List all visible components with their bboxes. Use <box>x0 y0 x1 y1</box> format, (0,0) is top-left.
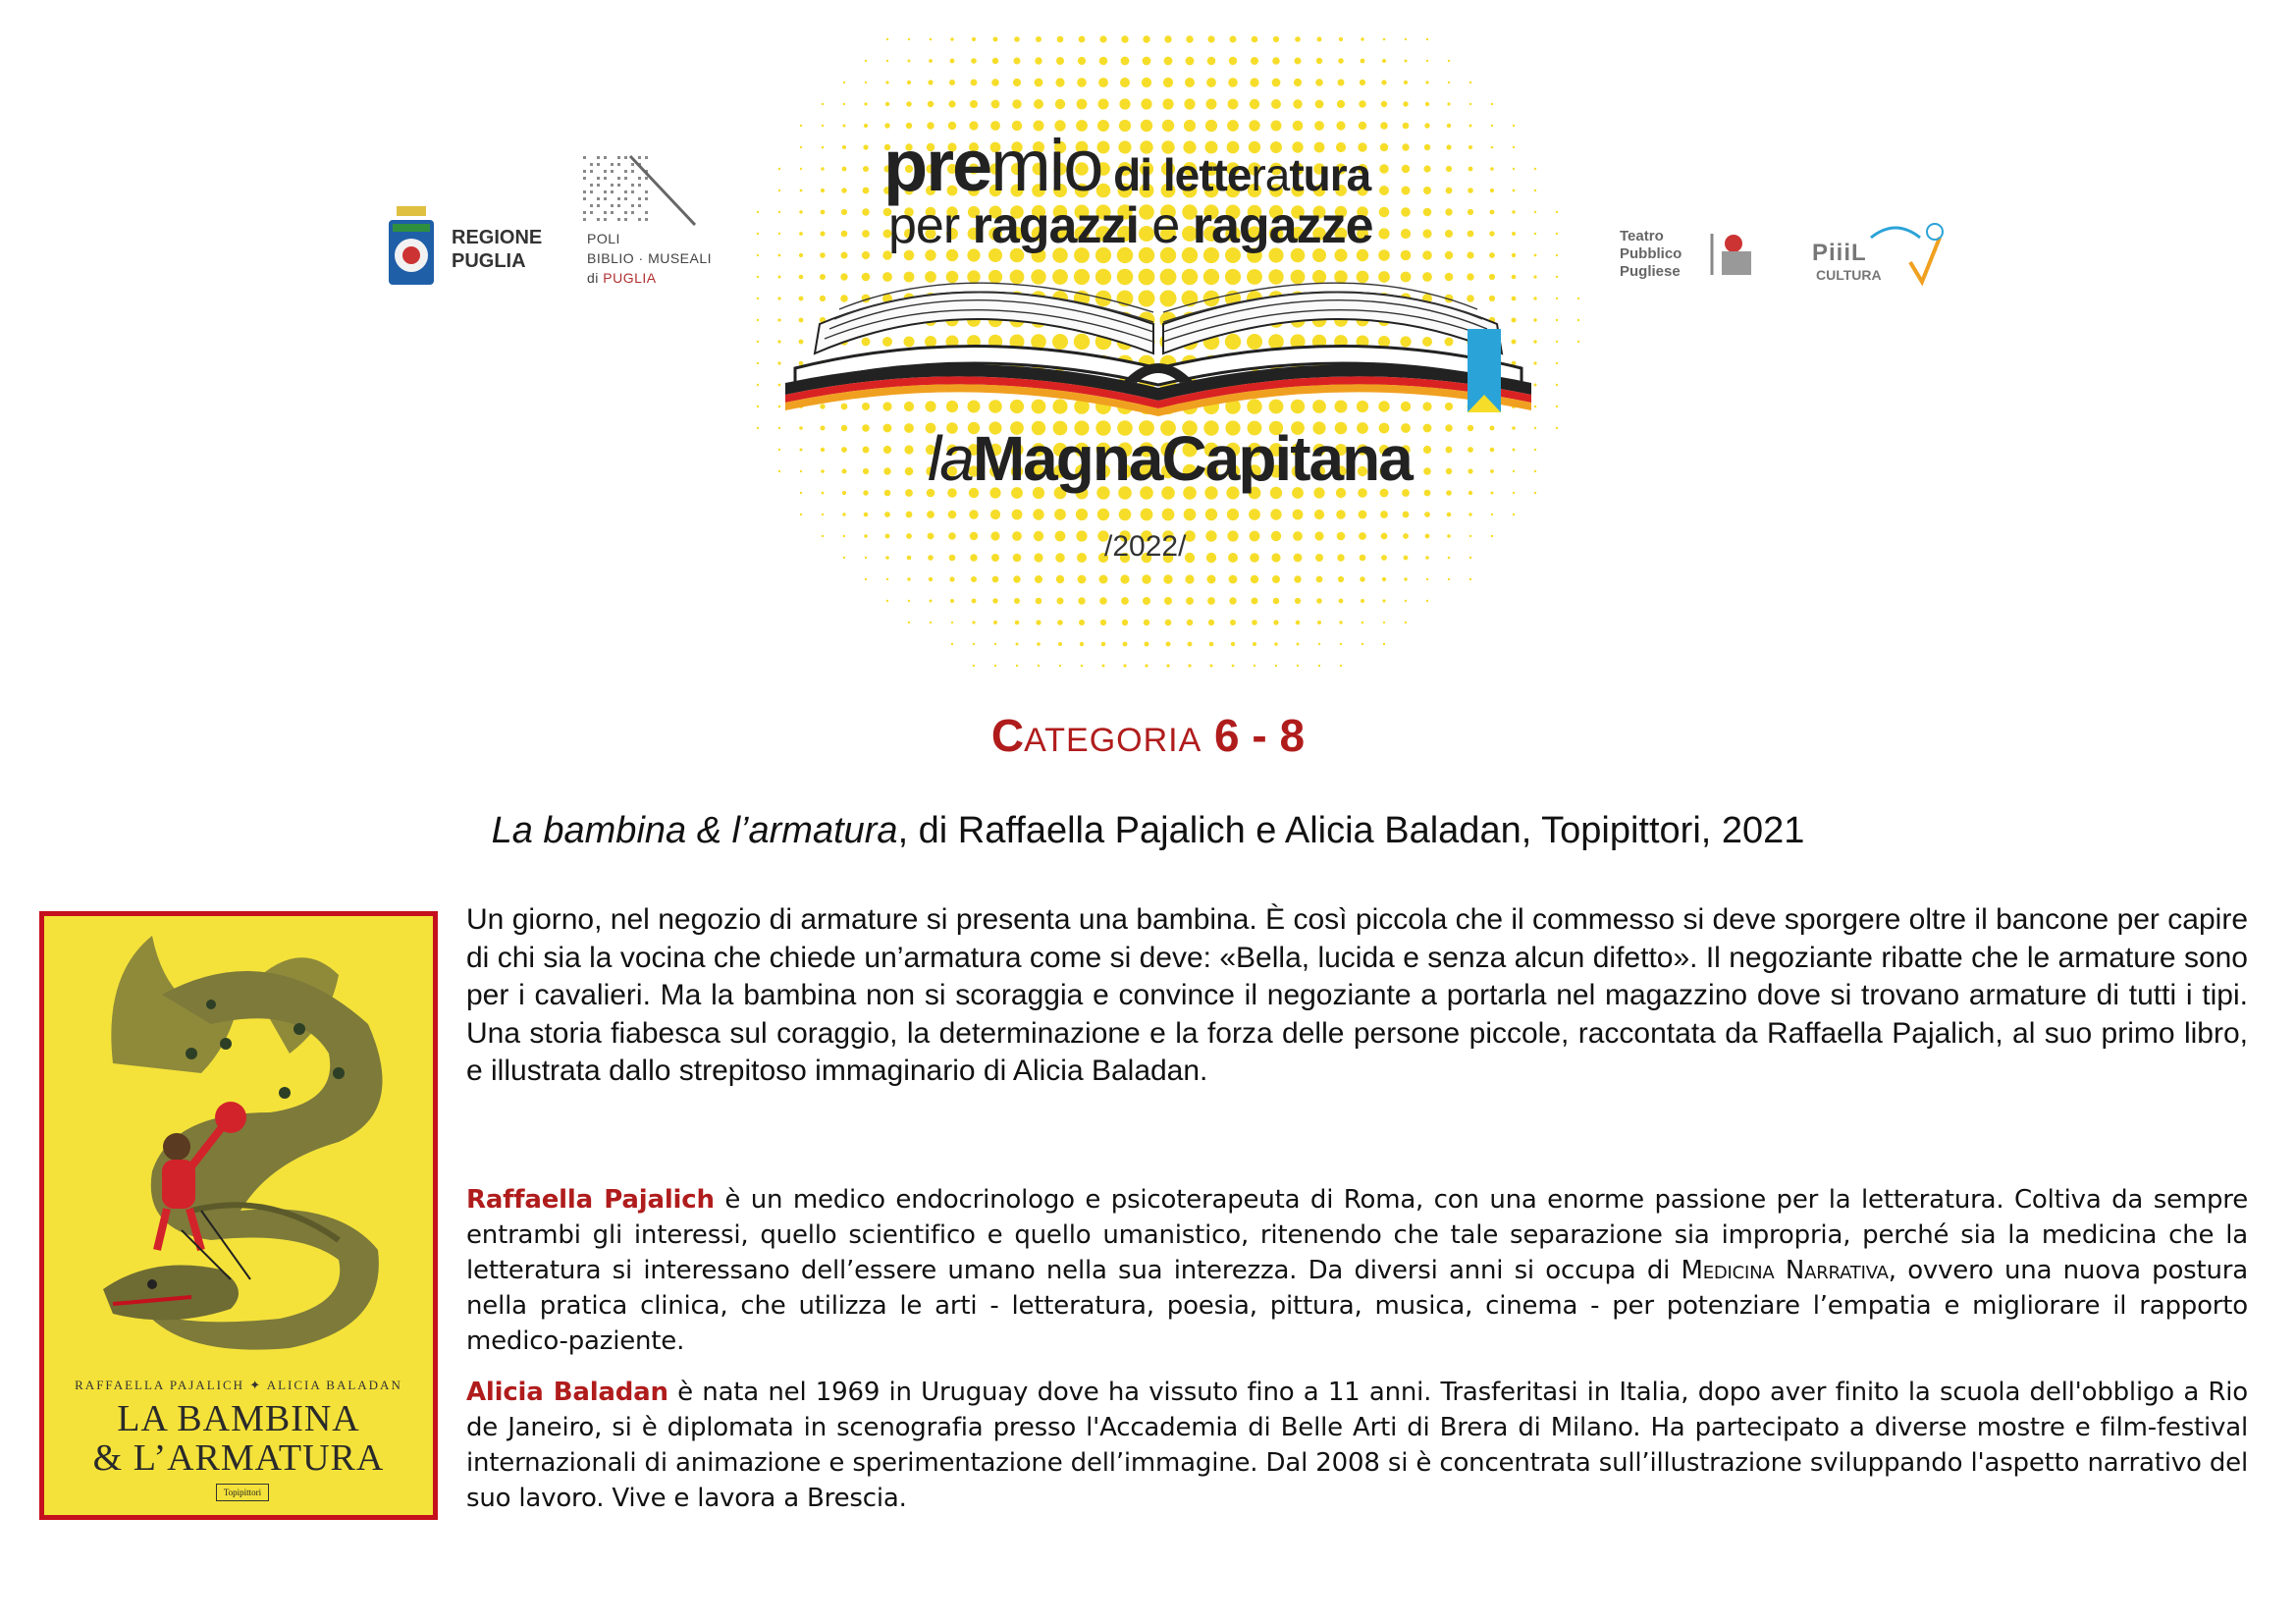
teatro-line1: Teatro <box>1620 228 1664 244</box>
badge-title-line2 <box>888 196 1373 255</box>
cover-title-line2: & L’ARMATURA <box>92 1437 385 1479</box>
badge-word-ra: ra <box>1251 149 1290 200</box>
bio-pajalich-text-1: è un medico endocrinologo e psicoterapeuta di Roma, con una enorme passione per la letteratura. Coltiva da sempre entrambi gli interessi, quello scientifico e quello umanistico, ritenendo che tale separazione sia impropria, perché sia la medicina che la letteratura si interessano dell’essere umano nella sua interezza. Da diversi anni si occupa di <box>466 1185 2249 1285</box>
badge-brand-name: MagnaCapitana <box>972 423 1412 494</box>
badge-brand-la: la <box>928 423 973 494</box>
poli-line1: POLI <box>587 231 620 246</box>
author-name-pajalich: Raffaella Pajalich <box>466 1185 715 1215</box>
book-cover <box>39 911 438 1520</box>
badge-word-pre: pre <box>883 125 991 206</box>
book-synopsis: Un giorno, nel negozio di armature si presenta una bambina. È così piccola che il commesso si deve sporgere oltre il bancone per capire di chi sia la vocina che chiede un’armatura come si deve: «Bella, lucida e senza alcun difetto». Il negoziante ribatte che le armature sono per i cavalieri. Ma la bambina non si scoraggia e convince il negoziante a portarla nel magazzino dove si trovano armature di tutti i tipi. Una storia fiabesca sul coraggio, la determinazione e la forza delle persone piccole, raccontata da Raffaella Pajalich, al suo primo libro, e illustrata dallo strepitoso immaginario di Alicia Baladan. <box>466 903 2248 1087</box>
book-title: La bambina & l’armatura <box>491 810 898 851</box>
cover-publisher: Topipittori <box>216 1484 269 1501</box>
teatro-text <box>1620 228 1682 281</box>
teatro-pubblico-pugliese-logo <box>1620 228 1767 287</box>
open-book-icon <box>785 283 1531 416</box>
regione-line1: REGIONE <box>452 227 543 248</box>
author-bio-baladan <box>466 1375 2248 1516</box>
bio-pajalich-text-2: , ovvero una nuova postura nella pratica clinica, che utilizza le arti - letteratura, poesia, pittura, musica, cinema - per potenziare l’empatia e migliorare il rapporto medico-paziente. <box>466 1256 2248 1356</box>
book-credits: , di Raffaella Pajalich e Alicia Baladan, Topipittori, 2021 <box>897 810 1805 851</box>
dragon-illustration <box>44 916 433 1368</box>
badge-word-ragazzi: ragazzi <box>972 197 1139 254</box>
regione-puglia-logo <box>385 206 561 295</box>
piiil-cultura-logo <box>1812 218 1949 297</box>
badge-title-line1 <box>883 124 1370 207</box>
author-bio-pajalich <box>466 1182 2248 1359</box>
badge-word-mio: mio <box>990 125 1102 206</box>
regione-puglia-shield-icon <box>385 206 438 289</box>
teatro-mask-icon <box>1708 230 1757 279</box>
category-first-letter: C <box>990 710 1025 761</box>
bio-baladan-text: è nata nel 1969 in Uruguay dove ha vissuto fino a 11 anni. Trasferitasi in Italia, dopo aver finito la scuola dell'obbligo a Rio de Janeiro, si è diplomata in scenografia presso l'Accademia di Belle Arti di Brera di Milano. Ha partecipato a diverse mostre e film-festival internazionali di animazione e sperimentazione dell’immagine. Dal 2008 si è concentrata sull’illustrazione sviluppando l'aspetto narrativo del suo lavoro. Vive e lavora a Brescia. <box>466 1378 2248 1513</box>
piiil-line2: CULTURA <box>1816 267 1882 283</box>
badge-word-ragazze: ragazze <box>1192 197 1373 254</box>
poli-line3-region: PUGLIA <box>603 270 657 286</box>
poli-line2: BIBLIO · MUSEALI <box>587 250 713 266</box>
teatro-line2: Pubblico <box>1620 245 1682 262</box>
book-heading <box>0 810 2296 852</box>
badge-word-e: e <box>1138 197 1193 254</box>
badge-year: /2022/ <box>1104 530 1187 563</box>
poli-line3 <box>587 268 712 288</box>
category-range: 6 - 8 <box>1201 710 1306 761</box>
regione-line2: PUGLIA <box>452 250 526 272</box>
badge-word-tura: tura <box>1289 149 1371 200</box>
teatro-line3: Pugliese <box>1620 263 1681 280</box>
category-word: ATEGORIA <box>1024 722 1202 759</box>
badge-brand <box>928 422 1412 495</box>
category-title <box>0 709 2296 762</box>
regione-puglia-text <box>452 226 542 273</box>
poli-pattern-icon <box>579 152 707 231</box>
poli-biblio-museali-logo <box>579 152 717 299</box>
cover-title-line1: LA BAMBINA <box>117 1398 360 1439</box>
cover-authors: RAFFAELLA PAJALICH ✦ ALICIA BALADAN <box>75 1378 402 1392</box>
premio-magnacapitana-badge <box>726 29 1590 668</box>
badge-word-per: per <box>888 197 973 254</box>
author-name-baladan: Alicia Baladan <box>466 1378 668 1407</box>
bio-pajalich-highlight: Medicina Narrativa <box>1681 1256 1889 1285</box>
piiil-line1: PiiiL <box>1812 240 1867 266</box>
cover-title <box>44 1399 433 1478</box>
poli-text <box>587 229 712 288</box>
badge-word-di-lette: di lette <box>1101 149 1252 200</box>
poli-line3-prefix: di <box>587 270 604 286</box>
